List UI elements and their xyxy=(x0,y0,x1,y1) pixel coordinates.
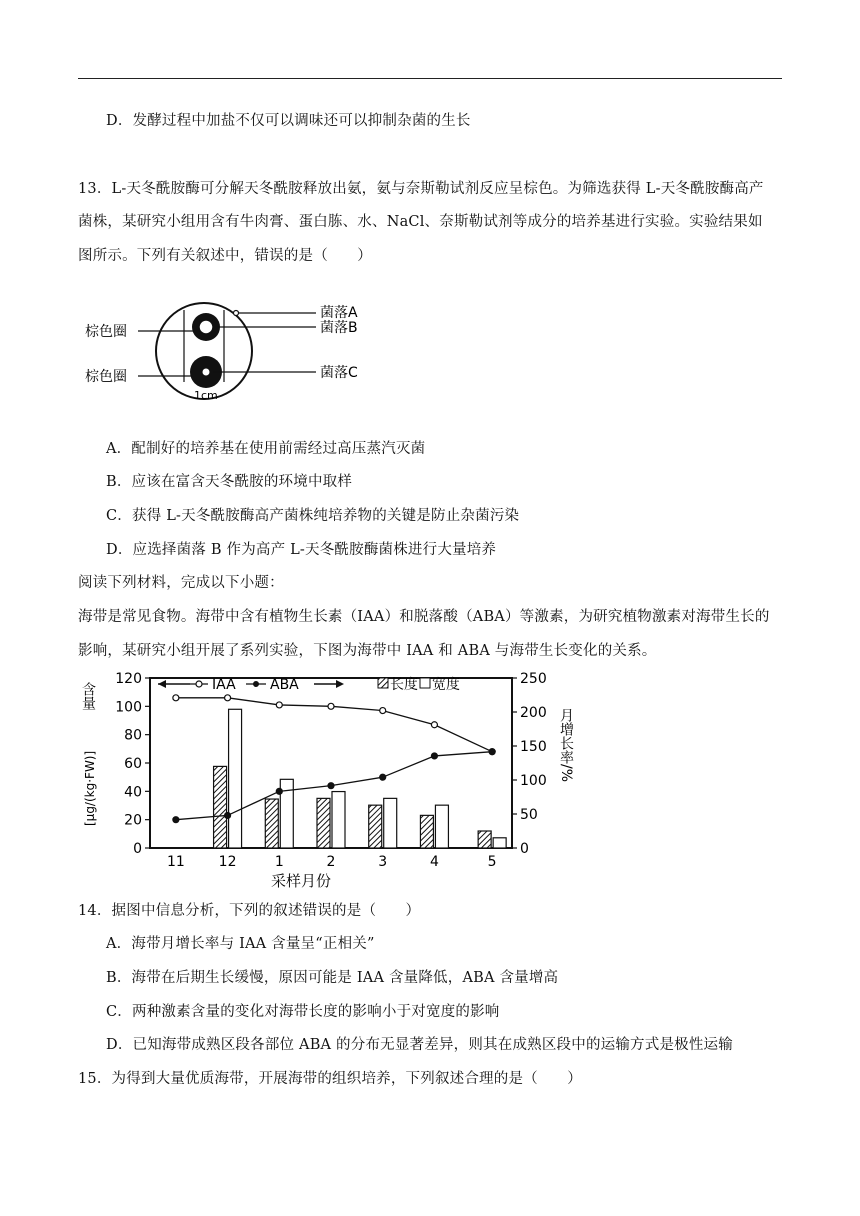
point-aba xyxy=(225,812,231,818)
point-aba xyxy=(173,817,179,823)
material-para-line1: 海带是常见食物。海带中含有植物生长素（IAA）和脱落酸（ABA）等激素，为研究植物激素对海带生长的 xyxy=(78,609,770,625)
xtick-label: 1 xyxy=(274,854,284,870)
kelp-hormone-chart xyxy=(78,668,598,894)
ytick-left-label: 0 xyxy=(133,841,142,857)
bar-length xyxy=(265,799,278,848)
xtick-label: 2 xyxy=(326,854,336,870)
xlabel: 采样月份 xyxy=(271,872,332,890)
legend-length: 长度 xyxy=(390,677,418,693)
ylabel-left-unit: [μg/(kg·FW)] xyxy=(83,750,97,826)
legend-aba: ABA xyxy=(270,677,299,693)
bar-length xyxy=(369,805,382,848)
bar-width xyxy=(229,709,242,848)
ytick-left-label: 80 xyxy=(124,727,142,744)
petri-dish-figure xyxy=(80,296,380,408)
bar-length xyxy=(420,815,433,848)
bar-length xyxy=(478,831,491,848)
point-iaa xyxy=(380,708,386,714)
point-iaa xyxy=(328,703,334,709)
point-aba xyxy=(380,774,386,780)
q13-stem-line2: 菌株，某研究小组用含有牛肉膏、蛋白胨、水、NaCl、奈斯勒试剂等成分的培养基进行实验。实验结果如 xyxy=(78,214,763,230)
bar-width xyxy=(332,792,345,848)
xtick-label: 4 xyxy=(429,854,439,870)
bar-length xyxy=(317,798,330,848)
ylabel-right: 月增长率/% xyxy=(558,708,574,783)
q13-stem-line3: 图所示。下列有关叙述中，错误的是（ ） xyxy=(78,248,372,264)
q14-stem: 14．据图中信息分析，下列的叙述错误的是（ ） xyxy=(78,903,421,919)
colony-c xyxy=(203,369,210,376)
q14-option-c: C．两种激素含量的变化对海带长度的影响小于对宽度的影响 xyxy=(106,1004,500,1020)
point-iaa xyxy=(173,695,179,701)
bar-width xyxy=(493,838,506,848)
ytick-right-label: 200 xyxy=(520,705,547,721)
ytick-left-label: 120 xyxy=(115,671,142,687)
legend-iaa: IAA xyxy=(212,677,236,693)
point-aba xyxy=(489,749,495,755)
point-iaa xyxy=(225,695,231,701)
label-colony-a: 菌落A xyxy=(320,305,358,321)
material-para-line2: 影响，某研究小组开展了系列实验，下图为海带中 IAA 和 ABA 与海带生长变化的关系。 xyxy=(78,643,657,659)
xtick-label: 12 xyxy=(218,854,237,870)
xtick-label: 5 xyxy=(487,854,497,870)
ytick-right-label: 250 xyxy=(520,671,547,687)
ytick-left-label: 60 xyxy=(124,756,142,772)
q14-option-b: B．海带在后期生长缓慢，原因可能是 IAA 含量降低，ABA 含量增高 xyxy=(106,970,559,986)
q14-option-a: A．海带月增长率与 IAA 含量呈“正相关” xyxy=(106,936,375,952)
material-intro: 阅读下列材料，完成以下小题： xyxy=(78,575,284,591)
colony-b xyxy=(199,320,213,334)
label-brown-ring-bottom: 棕色圈 xyxy=(85,369,127,385)
point-aba xyxy=(328,783,334,789)
ytick-right-label: 0 xyxy=(520,841,529,857)
xtick-label: 11 xyxy=(166,854,185,870)
q13-option-a: A．配制好的培养基在使用前需经过高压蒸汽灭菌 xyxy=(106,441,426,457)
ytick-right-label: 150 xyxy=(520,739,547,755)
ytick-right-label: 100 xyxy=(520,773,547,789)
colony-a xyxy=(234,311,239,316)
ytick-left-label: 20 xyxy=(124,812,142,829)
ytick-right-label: 50 xyxy=(520,807,538,823)
point-iaa xyxy=(276,702,282,708)
q12-option-d: D．发酵过程中加盐不仅可以调味还可以抑制杂菌的生长 xyxy=(106,113,471,129)
label-colony-c: 菌落C xyxy=(320,365,358,381)
q13-option-b: B．应该在富含天冬酰胺的环境中取样 xyxy=(106,474,353,490)
q13-option-c: C．获得 L-天冬酰胺酶高产菌株纯培养物的关键是防止杂菌污染 xyxy=(106,508,520,524)
xtick-label: 3 xyxy=(378,854,388,870)
point-aba xyxy=(431,753,437,759)
point-iaa xyxy=(431,722,437,728)
label-brown-ring-top: 棕色圈 xyxy=(85,324,127,340)
legend-width: 宽度 xyxy=(432,677,460,693)
label-colony-b: 菌落B xyxy=(320,320,358,336)
q13-stem-line1: 13．L-天冬酰胺酶可分解天冬酰胺释放出氨，氨与奈斯勒试剂反应呈棕色。为筛选获得 L-天冬酰胺酶高产 xyxy=(78,181,764,197)
q15-stem: 15．为得到大量优质海带，开展海带的组织培养，下列叙述合理的是（ ） xyxy=(78,1071,582,1087)
ytick-left-label: 100 xyxy=(115,699,142,716)
bar-width xyxy=(384,798,397,848)
bar-length xyxy=(214,766,227,848)
scale-label: 1cm xyxy=(194,389,218,402)
q14-option-d: D．已知海带成熟区段各部位 ABA 的分布无显著差异，则其在成熟区段中的运输方式是极性运输 xyxy=(106,1037,733,1053)
point-aba xyxy=(276,788,282,794)
ytick-left-label: 40 xyxy=(124,784,142,801)
ylabel-left-title: 含量 xyxy=(80,682,96,710)
q13-option-d: D．应选择菌落 B 作为高产 L-天冬酰胺酶菌株进行大量培养 xyxy=(106,542,497,558)
header-rule xyxy=(78,78,782,79)
bar-width xyxy=(435,805,448,848)
